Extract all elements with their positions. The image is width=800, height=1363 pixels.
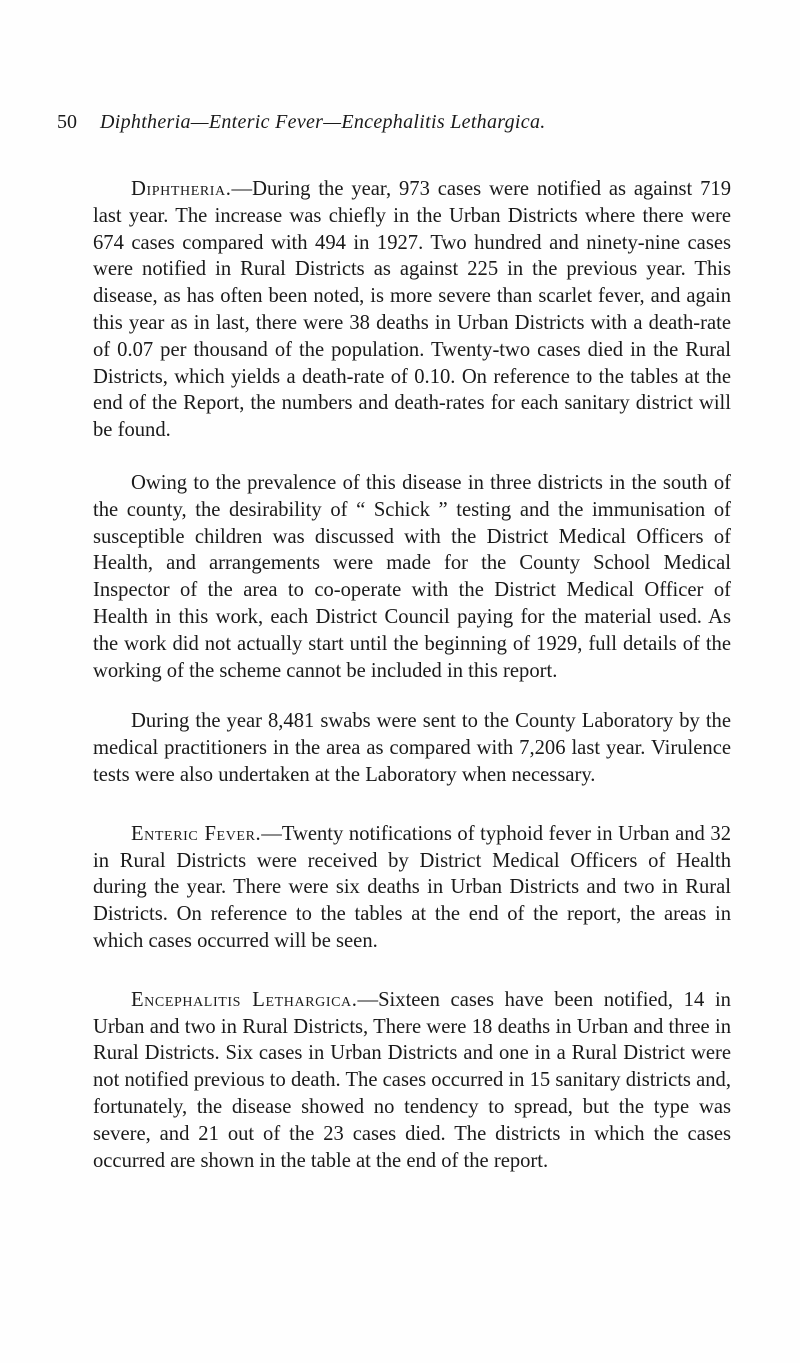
paragraph-schick-testing — [93, 470, 731, 684]
page-number: 50 — [57, 111, 77, 133]
section-lead-diphtheria: Diphtheria. — [131, 178, 232, 200]
running-title: Diphtheria—Enteric Fever—Encephalitis Lethargica. — [100, 111, 546, 133]
running-head — [57, 108, 546, 136]
body-text — [93, 176, 731, 1198]
paragraph-text: —During the year, 973 cases were notified as against 719 last year. The increase was chiefly in the Urban Districts where there were 674 cases compared with 494 in 1927. Two hundred and ninety-nine cases were notified in Rural Districts as against 225 in the previous year. This disease, as has often been noted, is more severe than scarlet fever, and again this year as in last, there were 38 deaths in Urban Districts with a death-rate of 0.07 per thousand of the population. Twenty-two cases died in the Rural Districts, which yields a death-rate of 0.10. On reference to the tables at the end of the Report, the numbers and death-rates for each sanitary district will be found. — [93, 178, 731, 442]
paragraph-swabs — [93, 708, 731, 788]
section-lead-enteric-fever: Enteric Fever. — [131, 822, 262, 845]
paragraph-enteric-fever — [93, 821, 731, 955]
paragraph-text: Owing to the prevalence of this disease in three districts in the south of the county, the desirability of “ Schick ” testing and the immunisation of susceptible children was discussed with the District Medical Officers of Health, and arrangements were made for the County School Medical Inspector of the area to co-operate with the District Medical Officer of Health in this work, each District Council paying for the material used. As the work did not actually start until the beginning of 1929, full details of the working of the scheme cannot be included in this report. — [93, 471, 731, 682]
paragraph-diphtheria — [93, 176, 731, 444]
section-lead-encephalitis-lethargica: Encephalitis Lethargica. — [131, 988, 358, 1011]
paragraph-text: During the year 8,481 swabs were sent to the County Laboratory by the medical practitioners in the area as compared with 7,206 last year. Virulence tests were also undertaken at the Laboratory when necessary. — [93, 710, 731, 786]
paragraph-encephalitis-lethargica — [93, 987, 731, 1175]
paragraph-text: —Sixteen cases have been notified, 14 in Urban and two in Rural Districts, There were 18 deaths in Urban and three in Rural Districts. Six cases in Urban Districts and one in a Rural District were not notified previous to death. The cases occurred in 15 sanitary districts and, fortunately, the disease showed no tendency to spread, but the type was severe, and 21 out of the 23 cases died. The districts in which the cases occurred are shown in the table at the end of the report. — [93, 988, 731, 1172]
paragraph-text: —Twenty notifications of typhoid fever in Urban and 32 in Rural Districts were received by District Medical Officers of Health during the year. There were six deaths in Urban Districts and two in Rural Districts. On reference to the tables at the end of the report, the areas in which cases occurred will be seen. — [93, 822, 731, 952]
